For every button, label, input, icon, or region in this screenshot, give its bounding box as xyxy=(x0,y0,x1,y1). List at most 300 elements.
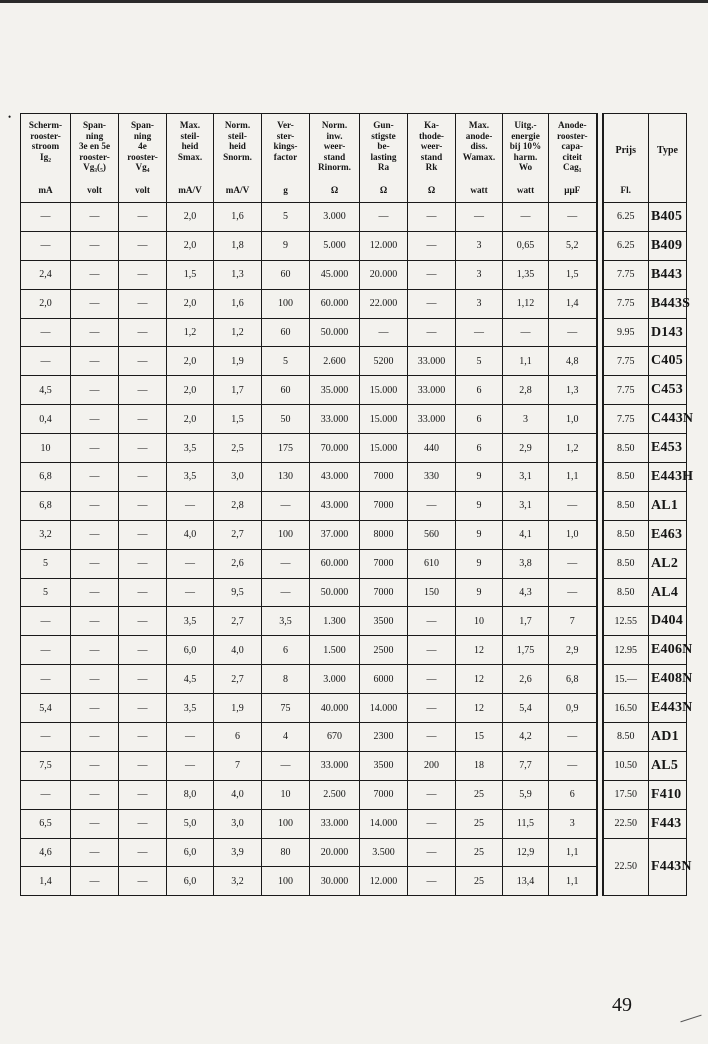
column-header-unit: μμF xyxy=(564,184,581,195)
column-header-label: Ka- thode- weer- stand Rk xyxy=(418,120,444,172)
table-row xyxy=(21,665,687,694)
table-cell: — xyxy=(71,607,119,636)
table-cell: — xyxy=(71,780,119,809)
table-cell: — xyxy=(119,347,167,376)
table-cell: 25 xyxy=(456,780,503,809)
table-cell: 2,0 xyxy=(167,347,214,376)
column-header-label: Max. steil- heid Smax. xyxy=(177,120,203,162)
table-row xyxy=(21,636,687,665)
table-cell: 2,9 xyxy=(549,636,597,665)
table-cell: 1,2 xyxy=(167,318,214,347)
table-cell: — xyxy=(21,636,71,665)
top-rule xyxy=(0,0,708,3)
table-cell: 2,6 xyxy=(503,665,549,694)
table-cell: 4,5 xyxy=(167,665,214,694)
table-cell: 12 xyxy=(456,636,503,665)
table-cell: — xyxy=(549,578,597,607)
table-cell: — xyxy=(408,723,456,752)
table-cell: 6 xyxy=(456,405,503,434)
table-cell: 7000 xyxy=(360,578,408,607)
table-cell: — xyxy=(119,867,167,896)
table-cell: 3.000 xyxy=(310,203,360,232)
table-cell: — xyxy=(71,491,119,520)
type-cell: E408N xyxy=(649,665,687,694)
table-cell: — xyxy=(119,694,167,723)
table-cell: — xyxy=(71,665,119,694)
table-cell: — xyxy=(408,318,456,347)
table-cell: 4,0 xyxy=(214,636,262,665)
table-cell: — xyxy=(21,318,71,347)
type-cell: B409 xyxy=(649,231,687,260)
table-row xyxy=(21,867,687,896)
table-cell: — xyxy=(408,289,456,318)
table-cell: 6,0 xyxy=(167,867,214,896)
table-cell: — xyxy=(21,607,71,636)
table-cell: 3 xyxy=(549,809,597,838)
table-cell: 15 xyxy=(456,723,503,752)
table-cell: — xyxy=(21,723,71,752)
table-cell: 0,4 xyxy=(21,405,71,434)
type-cell: C453 xyxy=(649,376,687,405)
table-cell: 15.000 xyxy=(360,376,408,405)
table-cell: 60 xyxy=(262,376,310,405)
price-cell: 8.50 xyxy=(603,434,649,463)
table-cell: — xyxy=(119,578,167,607)
table-header-row xyxy=(21,114,687,203)
price-cell: 6.25 xyxy=(603,231,649,260)
table-cell: 7,5 xyxy=(21,751,71,780)
table-cell: — xyxy=(119,520,167,549)
table-cell: — xyxy=(262,549,310,578)
table-cell: — xyxy=(119,434,167,463)
table-cell: 1,3 xyxy=(549,376,597,405)
table-cell: 2.600 xyxy=(310,347,360,376)
table-cell: 1,35 xyxy=(503,260,549,289)
table-cell: 2,0 xyxy=(167,289,214,318)
table-cell: 0,65 xyxy=(503,231,549,260)
table-cell: 3,9 xyxy=(214,838,262,867)
column-header-unit: volt xyxy=(87,184,102,195)
table-cell: 43.000 xyxy=(310,463,360,492)
table-cell: — xyxy=(119,751,167,780)
table-cell: — xyxy=(167,723,214,752)
type-cell: AL4 xyxy=(649,578,687,607)
table-cell: — xyxy=(167,751,214,780)
price-cell: 12.95 xyxy=(603,636,649,665)
table-row xyxy=(21,434,687,463)
table-cell: 1,0 xyxy=(549,520,597,549)
table-cell: 130 xyxy=(262,463,310,492)
table-row xyxy=(21,694,687,723)
price-cell: 8.50 xyxy=(603,723,649,752)
table-cell: — xyxy=(262,751,310,780)
table-cell: 80 xyxy=(262,838,310,867)
table-cell: 2,4 xyxy=(21,260,71,289)
column-header xyxy=(549,114,597,203)
table-cell: — xyxy=(119,289,167,318)
table-cell: 6 xyxy=(456,376,503,405)
table-cell: 7 xyxy=(214,751,262,780)
table-cell: 1,4 xyxy=(549,289,597,318)
table-cell: 7,7 xyxy=(503,751,549,780)
table-cell: 20.000 xyxy=(360,260,408,289)
table-cell: — xyxy=(360,203,408,232)
table-cell: — xyxy=(119,723,167,752)
table-cell: — xyxy=(71,723,119,752)
type-cell: F443N xyxy=(649,838,687,896)
type-cell: D404 xyxy=(649,607,687,636)
table-cell: — xyxy=(408,607,456,636)
table-cell: 5 xyxy=(21,578,71,607)
table-cell: 1,4 xyxy=(21,867,71,896)
table-cell: 1,2 xyxy=(214,318,262,347)
table-cell: 2,7 xyxy=(214,520,262,549)
table-cell: 5,4 xyxy=(21,694,71,723)
table-cell: 33.000 xyxy=(310,405,360,434)
price-cell: 22.50 xyxy=(603,838,649,896)
table-cell: 2500 xyxy=(360,636,408,665)
table-cell: 1,5 xyxy=(549,260,597,289)
table-cell: — xyxy=(71,260,119,289)
table-cell: — xyxy=(21,231,71,260)
column-header-label: Norm. steil- heid Snorm. xyxy=(223,120,252,162)
price-cell: 7.75 xyxy=(603,405,649,434)
table-cell: — xyxy=(408,867,456,896)
table-cell: — xyxy=(408,203,456,232)
column-header-label: Anode- rooster- capa- citeit Cag₁ xyxy=(556,120,588,172)
type-cell: C405 xyxy=(649,347,687,376)
table-cell: 60.000 xyxy=(310,549,360,578)
price-cell: 8.50 xyxy=(603,463,649,492)
table-cell: 3 xyxy=(456,231,503,260)
type-cell: F443 xyxy=(649,809,687,838)
table-row xyxy=(21,260,687,289)
table-cell: 0,9 xyxy=(549,694,597,723)
page-number: 49 xyxy=(612,994,632,1016)
table-cell: 3,8 xyxy=(503,549,549,578)
table-cell: 3,1 xyxy=(503,463,549,492)
table-cell: 60.000 xyxy=(310,289,360,318)
table-cell: 200 xyxy=(408,751,456,780)
column-header xyxy=(119,114,167,203)
table-cell: 5 xyxy=(262,347,310,376)
price-column-header xyxy=(603,114,649,203)
type-cell: F410 xyxy=(649,780,687,809)
price-cell: 8.50 xyxy=(603,520,649,549)
type-cell: D143 xyxy=(649,318,687,347)
price-cell: 8.50 xyxy=(603,491,649,520)
table-cell: 330 xyxy=(408,463,456,492)
table-cell: 1,9 xyxy=(214,347,262,376)
table-cell: 1,5 xyxy=(214,405,262,434)
table-cell: 5200 xyxy=(360,347,408,376)
table-cell: 12.000 xyxy=(360,231,408,260)
table-cell: — xyxy=(549,491,597,520)
table-cell: — xyxy=(549,549,597,578)
table-cell: 4 xyxy=(262,723,310,752)
table-cell: — xyxy=(71,636,119,665)
table-cell: — xyxy=(549,203,597,232)
table-cell: 15.000 xyxy=(360,434,408,463)
table-cell: 1,2 xyxy=(549,434,597,463)
price-cell: 7.75 xyxy=(603,347,649,376)
table-cell: — xyxy=(549,723,597,752)
table-cell: — xyxy=(119,260,167,289)
type-cell: B443 xyxy=(649,260,687,289)
table-cell: 2,7 xyxy=(214,665,262,694)
table-cell: 12.000 xyxy=(360,867,408,896)
table-row xyxy=(21,838,687,867)
column-header-unit: Ω xyxy=(379,184,388,195)
table-cell: — xyxy=(71,520,119,549)
column-header-unit: watt xyxy=(516,184,535,195)
table-cell: 2,0 xyxy=(21,289,71,318)
table-cell: 1.500 xyxy=(310,636,360,665)
table-cell: 6,8 xyxy=(21,491,71,520)
table-row xyxy=(21,809,687,838)
table-cell: 30.000 xyxy=(310,867,360,896)
tube-data-table xyxy=(20,113,694,896)
table-cell: 6 xyxy=(456,434,503,463)
table-cell: 13,4 xyxy=(503,867,549,896)
table-cell: 1,8 xyxy=(214,231,262,260)
table-cell: 37.000 xyxy=(310,520,360,549)
table-cell: 9 xyxy=(456,549,503,578)
type-cell: AL5 xyxy=(649,751,687,780)
table-cell: 2,0 xyxy=(167,231,214,260)
table-cell: 1,1 xyxy=(549,838,597,867)
table-cell: — xyxy=(119,491,167,520)
table-cell: — xyxy=(71,231,119,260)
table-cell: 3,2 xyxy=(214,867,262,896)
table-cell: — xyxy=(503,203,549,232)
table-cell: 9 xyxy=(456,520,503,549)
table-cell: 6,8 xyxy=(21,463,71,492)
column-header-label: Scherm- rooster- stroom Ig₂ xyxy=(28,120,63,162)
table-cell: 33.000 xyxy=(310,809,360,838)
table-cell: — xyxy=(456,203,503,232)
table-cell: — xyxy=(408,809,456,838)
table-cell: 11,5 xyxy=(503,809,549,838)
table-cell: 12 xyxy=(456,694,503,723)
table-cell: 1,0 xyxy=(549,405,597,434)
table-cell: 18 xyxy=(456,751,503,780)
column-header-unit: Ω xyxy=(427,184,436,195)
table-cell: 8,0 xyxy=(167,780,214,809)
table-cell: 3.500 xyxy=(360,838,408,867)
table-cell: 6,0 xyxy=(167,838,214,867)
table-cell: 3,0 xyxy=(214,809,262,838)
type-cell: E406N xyxy=(649,636,687,665)
table-cell: 14.000 xyxy=(360,809,408,838)
price-cell: 9.95 xyxy=(603,318,649,347)
table-row xyxy=(21,751,687,780)
table-cell: 3,5 xyxy=(167,607,214,636)
table-row xyxy=(21,520,687,549)
table-cell: — xyxy=(119,318,167,347)
column-header-unit: g xyxy=(283,184,288,195)
table-cell: 7 xyxy=(549,607,597,636)
table-cell: — xyxy=(119,838,167,867)
table-cell: 4,8 xyxy=(549,347,597,376)
table-cell: 75 xyxy=(262,694,310,723)
table-cell: 12,9 xyxy=(503,838,549,867)
table-cell: 5.000 xyxy=(310,231,360,260)
table-cell: 610 xyxy=(408,549,456,578)
table-row xyxy=(21,289,687,318)
table-row xyxy=(21,549,687,578)
table-cell: 3,0 xyxy=(214,463,262,492)
table-cell: 25 xyxy=(456,838,503,867)
table-cell: — xyxy=(71,203,119,232)
table-cell: 33.000 xyxy=(408,405,456,434)
table-cell: 25 xyxy=(456,809,503,838)
table-cell: 150 xyxy=(408,578,456,607)
table-row xyxy=(21,318,687,347)
table-cell: — xyxy=(119,607,167,636)
column-header xyxy=(71,114,119,203)
table-cell: — xyxy=(360,318,408,347)
table-row xyxy=(21,347,687,376)
table-cell: 25 xyxy=(456,867,503,896)
table-cell: 100 xyxy=(262,289,310,318)
column-header-label: Span- ning 4e rooster- Vg₄ xyxy=(127,120,158,172)
table-cell: 5 xyxy=(262,203,310,232)
table-cell: 440 xyxy=(408,434,456,463)
table-cell: 50.000 xyxy=(310,578,360,607)
table-row xyxy=(21,463,687,492)
column-header-label: Uitg.- energie bij 10% harm. Wo xyxy=(509,120,542,172)
table-cell: 7000 xyxy=(360,549,408,578)
table-cell: 2,5 xyxy=(214,434,262,463)
table-cell: 5 xyxy=(21,549,71,578)
type-column-header xyxy=(649,114,687,203)
table-cell: — xyxy=(119,231,167,260)
table-cell: 3,2 xyxy=(21,520,71,549)
table-cell: 3 xyxy=(456,289,503,318)
table-cell: 4,2 xyxy=(503,723,549,752)
table-cell: — xyxy=(71,405,119,434)
table-cell: — xyxy=(408,665,456,694)
price-cell: 6.25 xyxy=(603,203,649,232)
table-cell: 12 xyxy=(456,665,503,694)
table-cell: 15.000 xyxy=(360,405,408,434)
table-cell: 50.000 xyxy=(310,318,360,347)
column-header xyxy=(167,114,214,203)
column-header xyxy=(21,114,71,203)
price-cell: 7.75 xyxy=(603,260,649,289)
column-gap xyxy=(597,867,603,896)
column-header xyxy=(360,114,408,203)
table-cell: — xyxy=(119,405,167,434)
table-cell: 9 xyxy=(456,463,503,492)
price-header-unit: Fl. xyxy=(620,184,631,195)
column-header-label: Max. anode- diss. Wamax. xyxy=(462,120,496,162)
type-cell: E453 xyxy=(649,434,687,463)
table-cell: 20.000 xyxy=(310,838,360,867)
table-cell: 5,2 xyxy=(549,231,597,260)
table-cell: 33.000 xyxy=(310,751,360,780)
table-cell: 3,5 xyxy=(167,434,214,463)
table-cell: 50 xyxy=(262,405,310,434)
type-cell: E463 xyxy=(649,520,687,549)
table-row xyxy=(21,491,687,520)
table-cell: — xyxy=(167,578,214,607)
table-cell: 3,5 xyxy=(262,607,310,636)
table-cell: — xyxy=(503,318,549,347)
table-cell: 560 xyxy=(408,520,456,549)
price-cell: 7.75 xyxy=(603,376,649,405)
table-cell: 4,0 xyxy=(167,520,214,549)
table-cell: 3.000 xyxy=(310,665,360,694)
table-cell: 9,5 xyxy=(214,578,262,607)
table-cell: 3500 xyxy=(360,751,408,780)
table-cell: 3,5 xyxy=(167,463,214,492)
type-header-label: Type xyxy=(657,145,678,156)
price-cell: 12.55 xyxy=(603,607,649,636)
type-cell: E443H xyxy=(649,463,687,492)
table-cell: 14.000 xyxy=(360,694,408,723)
table-cell: — xyxy=(119,463,167,492)
table-cell: — xyxy=(119,203,167,232)
type-cell: AL1 xyxy=(649,491,687,520)
table-cell: 9 xyxy=(262,231,310,260)
table-cell: 33.000 xyxy=(408,347,456,376)
table-cell: 22.000 xyxy=(360,289,408,318)
column-header-label: Gun- stigste be- lasting Ra xyxy=(370,120,397,172)
table-cell: — xyxy=(408,780,456,809)
table-cell: 5 xyxy=(456,347,503,376)
column-header-unit: mA/V xyxy=(225,184,250,195)
table-cell: — xyxy=(21,203,71,232)
table-cell: — xyxy=(408,231,456,260)
price-cell: 15.— xyxy=(603,665,649,694)
table-cell: — xyxy=(71,463,119,492)
table-cell: 2,0 xyxy=(167,376,214,405)
table-cell: 6 xyxy=(262,636,310,665)
table-cell: 43.000 xyxy=(310,491,360,520)
price-header-label: Prijs xyxy=(615,145,637,156)
table-cell: 1,7 xyxy=(503,607,549,636)
table-cell: 3,1 xyxy=(503,491,549,520)
column-header-label: Span- ning 3e en 5e rooster- Vg₃(₅) xyxy=(78,120,111,172)
table-cell: 1,12 xyxy=(503,289,549,318)
price-cell: 7.75 xyxy=(603,289,649,318)
table-cell: 7000 xyxy=(360,780,408,809)
table-cell: 6,8 xyxy=(549,665,597,694)
table-cell: 70.000 xyxy=(310,434,360,463)
table-cell: 2,6 xyxy=(214,549,262,578)
table-cell: 1,6 xyxy=(214,289,262,318)
table-cell: 5,0 xyxy=(167,809,214,838)
table-cell: 3 xyxy=(456,260,503,289)
table-cell: 4,3 xyxy=(503,578,549,607)
table-cell: — xyxy=(71,376,119,405)
table-cell: 1,5 xyxy=(167,260,214,289)
table-cell: — xyxy=(71,289,119,318)
table-cell: 2.500 xyxy=(310,780,360,809)
table-cell: 4,5 xyxy=(21,376,71,405)
table-cell: — xyxy=(71,838,119,867)
table-cell: 670 xyxy=(310,723,360,752)
table-cell: — xyxy=(119,780,167,809)
table-cell: 40.000 xyxy=(310,694,360,723)
table-row xyxy=(21,376,687,405)
table-cell: — xyxy=(456,318,503,347)
column-header-label: Ver- ster- kings- factor xyxy=(273,120,298,162)
table-cell: 6 xyxy=(549,780,597,809)
table-cell: 35.000 xyxy=(310,376,360,405)
